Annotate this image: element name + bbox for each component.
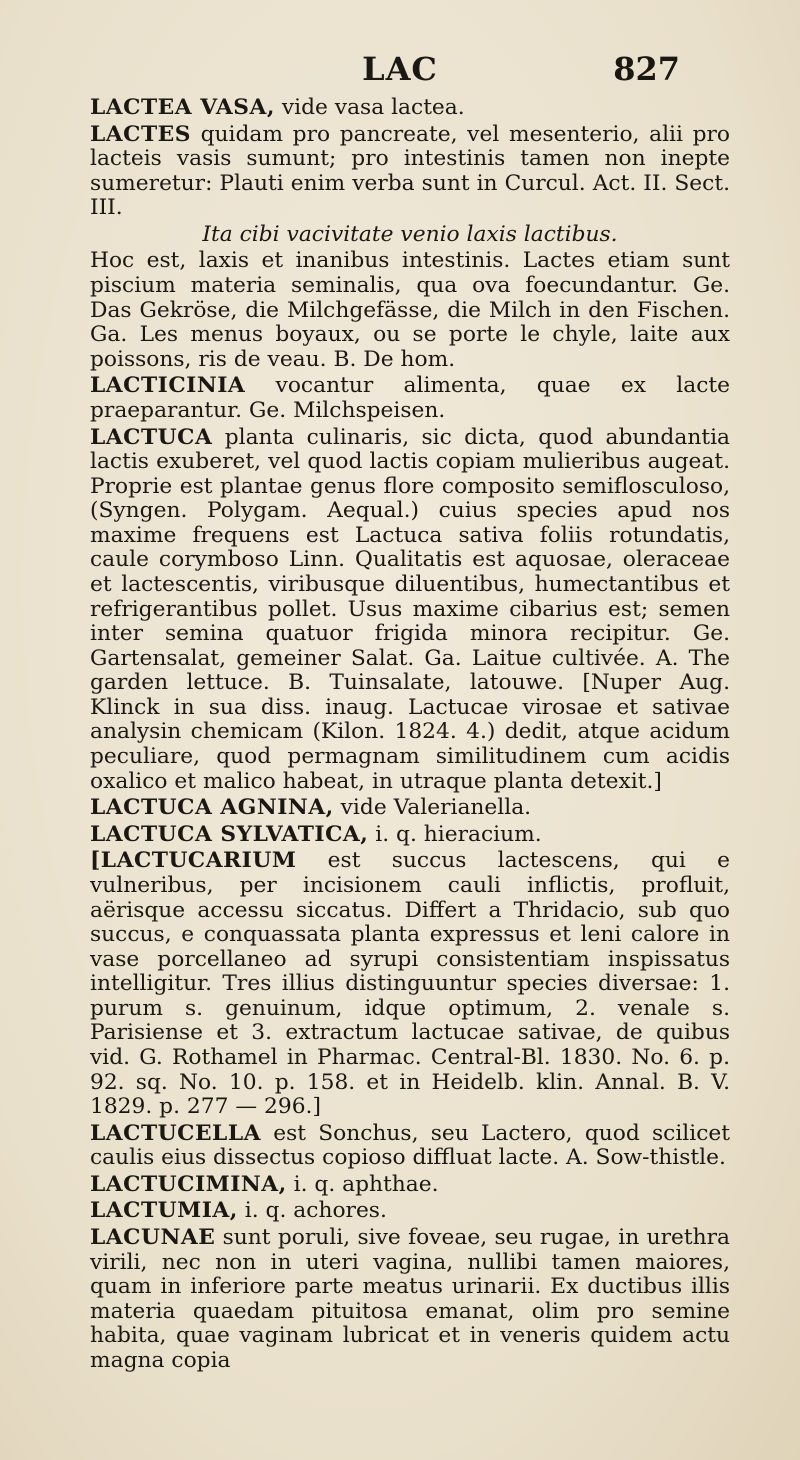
entry-headword: LACTICINIA: [90, 373, 246, 399]
entry-lactuca: [90, 426, 730, 795]
entry-headword: LACTUCA SYLVATICA,: [90, 821, 369, 847]
entry-lactucimina: [90, 1173, 730, 1198]
page-header: [0, 46, 800, 96]
running-head: LAC: [362, 50, 438, 88]
entry-text: est succus lactescens, qui e vulneribus, per incisionem cauli inflictis, profluit, aërisque accessu siccatus. Differt a Thridacio, sub quo succus, e conquassata planta expressus et leni calore in vase porcellaneo ad syrupi consistentiam inspissatus intelligitur. Tres illius distinguuntur species diversae: 1. purum s. genuinum, idque optimum, 2. venale s. Parisiense et 3. extractum lactucae sativae, de quibus vid. G. Rothamel in Pharmac. Central-Bl. 1830. No. 6. p. 92. sq. No. 10. p. 158. et in Heidelb. klin. Annal. B. V. 1829. p. 277 — 296.]: [90, 848, 730, 1120]
entry-text: vide vasa lactea.: [274, 95, 465, 120]
entry-text: Hoc est, laxis et inanibus intestinis. Lactes etiam sunt piscium materia seminalis, qua ova foecundantur. Ge. Das Gekröse, die Milchgefässe, die Milch in den Fischen. Ga. Les menus boyaux, ou se porte le chyle, laite aux poissons, ris de veau. B. De hom.: [90, 248, 730, 372]
entry-lactes-continued: [90, 249, 730, 372]
entry-headword: LACUNAE: [90, 1225, 216, 1251]
entry-text: i. q. achores.: [237, 1198, 387, 1224]
entry-headword: [LACTUCARIUM: [90, 848, 297, 874]
entry-lactea-vasa: [90, 96, 730, 121]
entry-lactucarium: [90, 849, 730, 1119]
entry-text: est Sonchus, seu Lactero, quod scilicet caulis eius dissectus copioso diffluat lacte. A. Sow-thistle.: [90, 1120, 730, 1171]
entry-text: planta culinaris, sic dicta, quod abundantia lactis exuberet, vel quod lactis copiam mulieribus augeat. Proprie est plantae genus flore composito semiflosculoso, (Syngen. Polygam. Aequal.) cuius species apud nos maxime frequens est Lactuca sativa foliis rotundatis, caule corymboso Linn. Qualitatis est aquosae, oleraceae et lactescentis, viribusque diluentibus, humectantibus et refrigerantibus pollet. Usus maxime cibarius est; semen inter semina quatuor frigida minora recipitur. Ge. Gartensalat, gemeiner Salat. Ga. Laitue cultivée. A. The garden lettuce. B. Tuinsalate, latouwe. [Nuper Aug. Klinck in sua diss. inaug. Lactucae virosae et sativae analysin chemicam (Kilon. 1824. 4.) dedit, atque acidum peculiare, quod permagnam similitudinem cum acidis oxalico et malico habeat, in utraque planta detexit.]: [90, 424, 730, 794]
entry-lactuca-agnina: [90, 796, 730, 821]
entry-text: vide Valerianella.: [333, 795, 532, 821]
entry-lactuca-sylvatica: [90, 823, 730, 848]
entry-headword: LACTUCELLA: [90, 1120, 261, 1146]
quotation-line: [90, 223, 730, 248]
entry-lactucella: [90, 1122, 730, 1171]
entry-lactumia: [90, 1199, 730, 1224]
page-number: 827: [613, 50, 680, 88]
entry-headword: LACTUMIA,: [90, 1198, 238, 1224]
entry-text: i. q. hieracium.: [368, 821, 542, 847]
dictionary-entries: [90, 96, 730, 1375]
entry-text: vocantur alimenta, quae ex lacte praeparantur. Ge. Milchspeisen.: [90, 373, 730, 423]
entry-headword: LACTUCIMINA,: [90, 1171, 287, 1197]
entry-text: sunt poruli, sive foveae, seu rugae, in urethra virili, nec non in uteri vagina, nullibi tamen maiores, quam in inferiore parte meatus urinarii. Ex ductibus illis materia quaedam pituitosa emanat, olim pro semine habita, quae vaginam lubricat et in veneris quidem actu magna copia: [90, 1225, 730, 1373]
entry-lactes: [90, 123, 730, 221]
entry-headword: LACTEA VASA,: [90, 95, 275, 120]
entry-lacticinia: [90, 374, 730, 423]
entry-text: quidam pro pancreate, vel mesenterio, alii pro lacteis vasis sumunt; pro intestinis tamen non inepte sumeretur: Plauti enim verba sunt in Curcul. Act. II. Sect. III.: [90, 121, 730, 221]
entry-lacunae: [90, 1226, 730, 1373]
entry-text: i. q. aphthae.: [286, 1171, 439, 1197]
quotation-text: Ita cibi vacivitate venio laxis lactibus.: [202, 221, 618, 247]
entry-headword: LACTES: [90, 121, 191, 147]
entry-headword: LACTUCA AGNINA,: [90, 795, 334, 821]
entry-headword: LACTUCA: [90, 424, 213, 450]
